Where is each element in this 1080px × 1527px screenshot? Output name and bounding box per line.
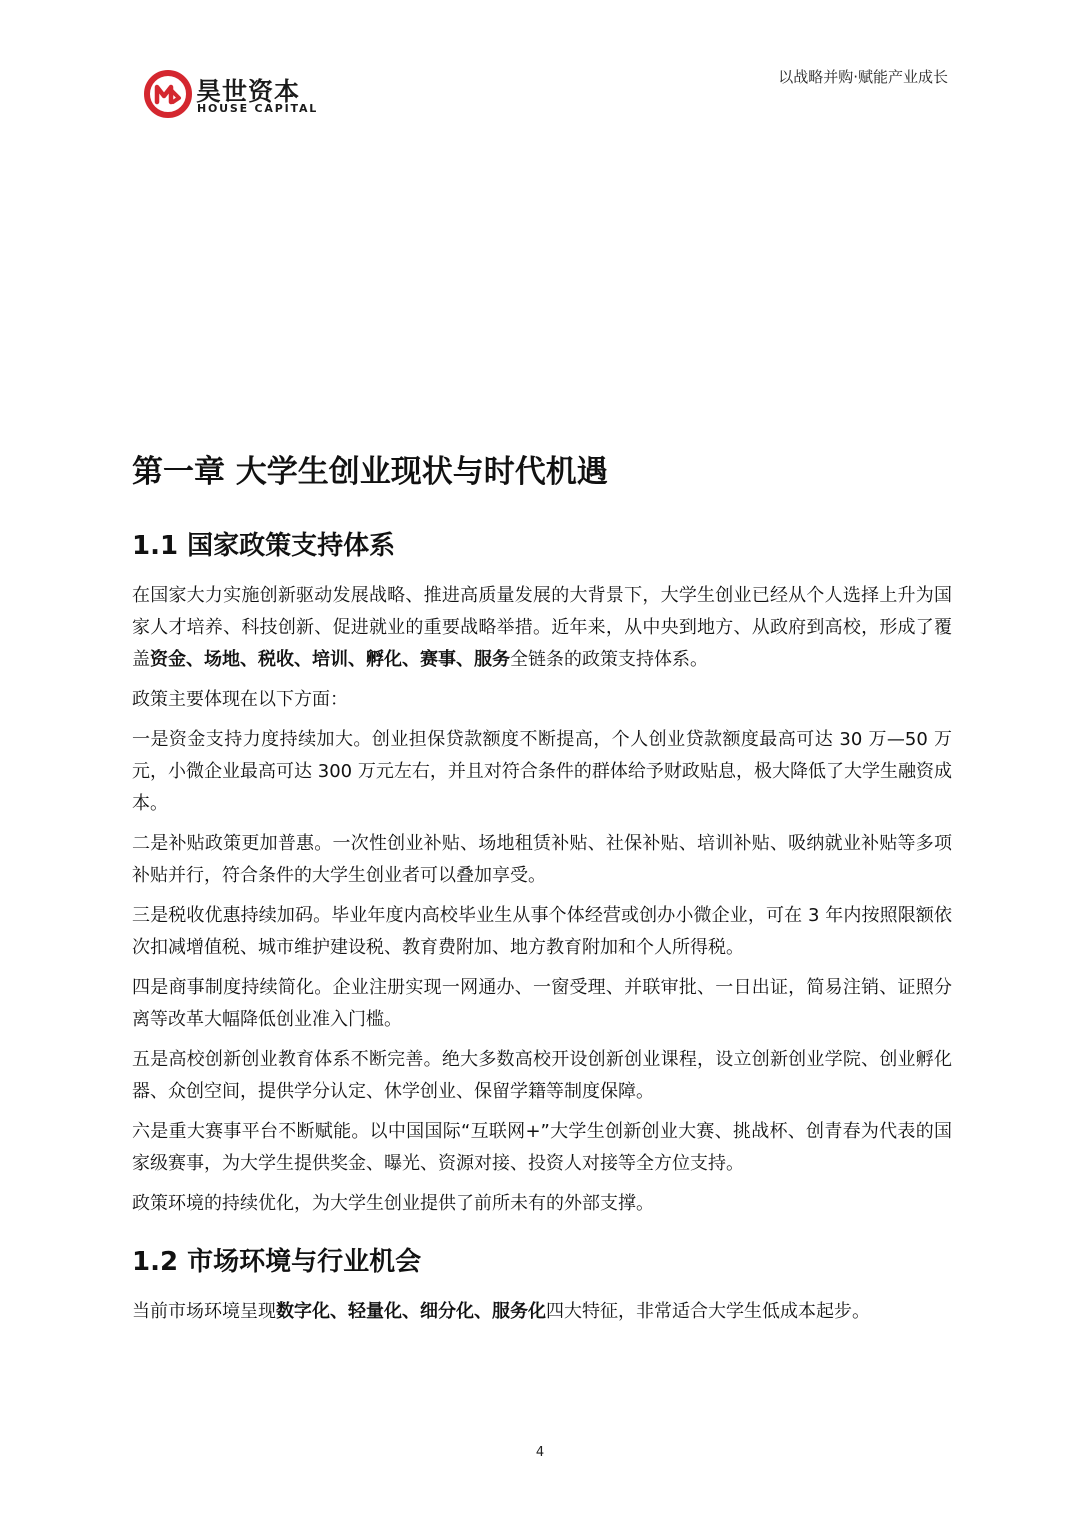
logo-english-name: HOUSE CAPITAL <box>197 102 319 115</box>
policy-point-paragraph: 三是税收优惠持续加码。毕业年度内高校毕业生从事个体经营或创办小微企业，可在 3 年内按照限额依次扣减增值税、城市维护建设税、教育费附加、地方教育附加和个人所得税。 <box>132 905 952 958</box>
page-header <box>0 0 1080 130</box>
header-slogan: 以战略并购·赋能产业成长 <box>778 68 948 86</box>
section2-text-b: 四大特征，非常适合大学生低成本起步。 <box>546 1301 870 1322</box>
section2-intro-paragraph <box>132 1296 952 1328</box>
intro-text-a: 在国家大力实施创新驱动发展战略、推进高质量发展的大背景下，大学生创业已经从个人选择上升为国家人才培养、科技创新、促进就业的重要战略举措。近年来，从中央到地方、从政府到高校，形成了覆盖 <box>132 585 952 670</box>
section2-bold-text: 数字化、轻量化、细分化、服务化 <box>276 1301 546 1322</box>
policy-lead-paragraph: 政策主要体现在以下方面： <box>132 689 348 710</box>
section1-intro-paragraph <box>132 580 952 676</box>
section-title-1-2: 1.2 市场环境与行业机会 <box>132 1247 422 1277</box>
logo-mark-icon <box>144 70 192 118</box>
section2-text-a: 当前市场环境呈现 <box>132 1301 276 1322</box>
company-logo <box>144 70 319 120</box>
document-body <box>132 450 952 1328</box>
chapter-title: 第一章 大学生创业现状与时代机遇 <box>132 454 608 490</box>
policy-point-paragraph: 五是高校创新创业教育体系不断完善。绝大多数高校开设创新创业课程，设立创新创业学院、创业孵化器、众创空间，提供学分认定、休学创业、保留学籍等制度保障。 <box>132 1049 952 1102</box>
policy-point-paragraph: 一是资金支持力度持续加大。创业担保贷款额度不断提高，个人创业贷款额度最高可达 30 万—50 万元，小微企业最高可达 300 万元左右，并且对符合条件的群体给予财政贴息，极大降低了大学生融资成本。 <box>132 729 952 814</box>
intro-bold-text: 资金、场地、税收、培训、孵化、赛事、服务 <box>150 649 510 670</box>
section1-conclusion-paragraph: 政策环境的持续优化，为大学生创业提供了前所未有的外部支撑。 <box>132 1193 654 1214</box>
logo-chinese-name: 昊世资本 <box>196 77 301 106</box>
intro-text-b: 全链条的政策支持体系。 <box>510 649 708 670</box>
page-number: 4 <box>535 1445 545 1460</box>
section-title-1-1: 1.1 国家政策支持体系 <box>132 531 396 561</box>
policy-point-paragraph: 四是商事制度持续简化。企业注册实现一网通办、一窗受理、并联审批、一日出证，简易注销、证照分离等改革大幅降低创业准入门槛。 <box>132 977 952 1030</box>
policy-point-paragraph: 二是补贴政策更加普惠。一次性创业补贴、场地租赁补贴、社保补贴、培训补贴、吸纳就业补贴等多项补贴并行，符合条件的大学生创业者可以叠加享受。 <box>132 833 952 886</box>
policy-point-paragraph: 六是重大赛事平台不断赋能。以中国国际“互联网+”大学生创新创业大赛、挑战杯、创青春为代表的国家级赛事，为大学生提供奖金、曝光、资源对接、投资人对接等全方位支持。 <box>132 1121 952 1174</box>
